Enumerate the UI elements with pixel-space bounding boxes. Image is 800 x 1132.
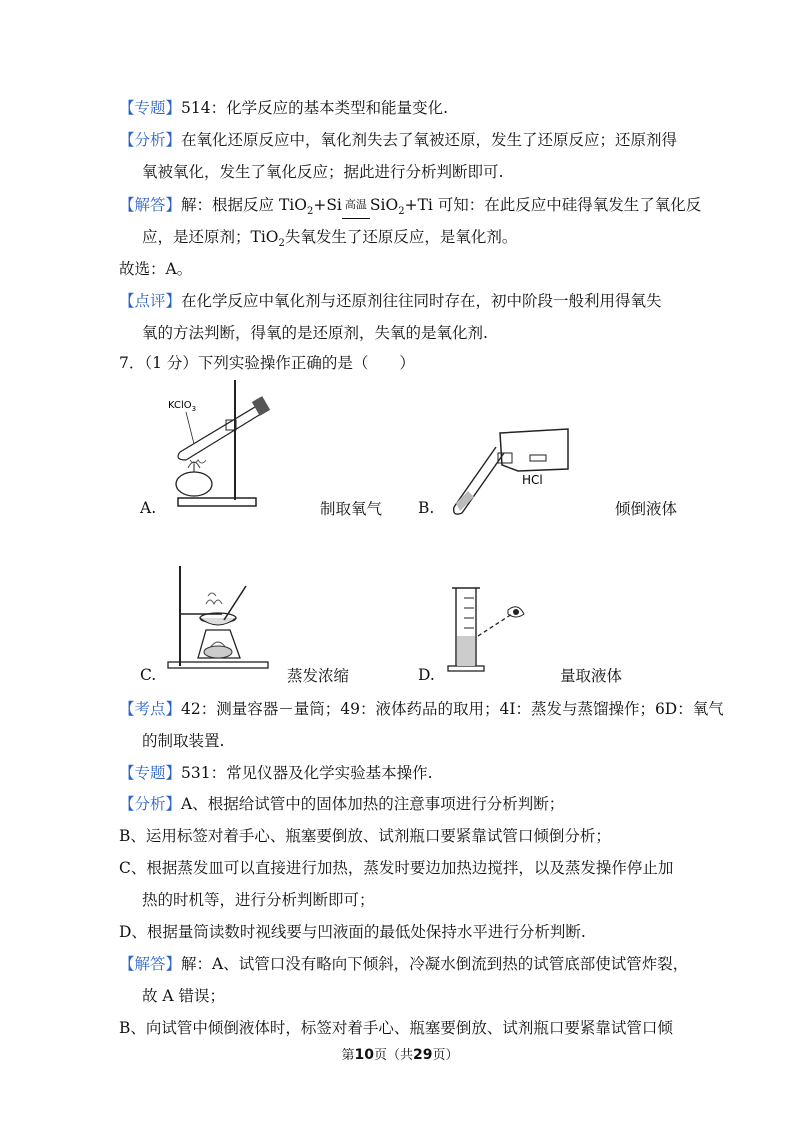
- answer2-tag: 【解答】: [119, 955, 182, 973]
- topic-line: [119, 97, 448, 119]
- knowledge-line: [119, 698, 724, 720]
- answer-line-2: [142, 226, 517, 251]
- knowledge-text: 42：测量容器－量筒；49：液体药品的取用；4I：蒸发与蒸馏操作；6D：氧气: [181, 700, 724, 718]
- option-a-label: A.: [140, 499, 157, 517]
- figure-a-heating-apparatus: [160, 372, 270, 512]
- answer-text-c: SiO: [369, 196, 399, 214]
- analysis2-line-d: D、根据量筒读数时视线要与凹液面的最低处保持水平进行分析判断.: [119, 923, 586, 941]
- kclo3-label: KClO$_3$: [168, 400, 197, 413]
- comment-text: 在化学反应中氧化剂与还原剂往往同时存在，初中阶段一般利用得氧失: [181, 292, 662, 310]
- figure-d-graduated-cylinder: [440, 584, 540, 674]
- footer-prefix: 第: [341, 1048, 355, 1063]
- option-b-label: B.: [418, 499, 435, 517]
- analysis2-text: A、根据给试管中的固体加热的注意事项进行分析判断；: [181, 795, 565, 813]
- analysis-line-2: 氧被氧化，发生了氧化反应；据此进行分析判断即可.: [142, 163, 504, 181]
- analysis2-line: [119, 793, 564, 815]
- reaction-condition: 高温: [342, 194, 370, 216]
- analysis2-line-b: B、运用标签对着手心、瓶塞要倒放、试剂瓶口要紧靠试管口倾倒分析；: [119, 827, 611, 845]
- analysis-tag: 【分析】: [119, 131, 182, 149]
- option-b-caption: 倾倒液体: [615, 500, 678, 518]
- answer-text-f: 失氧发生了还原反应，是氧化剂。: [284, 228, 518, 246]
- comment-tag: 【点评】: [119, 292, 182, 310]
- footer-mid: 页（共: [373, 1048, 413, 1063]
- answer-text-d: +Ti 可知：在此反应中硅得氧发生了氧化反: [404, 196, 702, 214]
- knowledge-tag: 【考点】: [119, 700, 182, 718]
- topic-tag: 【专题】: [119, 99, 182, 117]
- page-footer: [0, 1044, 800, 1063]
- knowledge-line-2: 的制取装置.: [142, 732, 225, 750]
- answer-line: [119, 194, 701, 219]
- answer2-line: [119, 953, 688, 975]
- option-d-caption: 量取液体: [560, 667, 623, 685]
- comment-line: [119, 290, 662, 312]
- analysis-text: 在氧化还原反应中，氧化剂失去了氧被还原，发生了还原反应；还原剂得: [181, 131, 678, 149]
- answer2-line-b: B、向试管中倾倒液体时，标签对着手心、瓶塞要倒放、试剂瓶口要紧靠试管口倾: [119, 1019, 673, 1037]
- answer2-line-2: 故 A 错误；: [142, 987, 226, 1005]
- analysis2-tag: 【分析】: [119, 795, 182, 813]
- hcl-label: HCl: [522, 473, 543, 487]
- analysis2-line-c2: 热的时机等，进行分析判断即可；: [142, 891, 375, 909]
- page-number: 10: [354, 1047, 374, 1063]
- option-a-caption: 制取氧气: [320, 500, 383, 518]
- topic-text-2: 531：常见仪器及化学实验基本操作.: [181, 764, 433, 782]
- answer-text-e: 应，是还原剂；TiO: [142, 228, 279, 246]
- subscript: 2: [278, 238, 285, 249]
- question-7: 7．（1 分）下列实验操作正确的是（ ）: [119, 354, 415, 372]
- option-d-label: D.: [418, 666, 435, 684]
- figure-b-pouring-liquid: [440, 425, 580, 525]
- topic-line-2: [119, 762, 433, 784]
- comment-line-2: 氧的方法判断，得氧的是还原剂，失氧的是氧化剂.: [142, 324, 488, 342]
- answer-tag: 【解答】: [119, 196, 182, 214]
- choice-line: 故选：A。: [119, 260, 193, 278]
- answer-text-a: 解：根据反应 TiO: [181, 196, 307, 214]
- option-c-caption: 蒸发浓缩: [287, 667, 350, 685]
- analysis2-line-c: C、根据蒸发皿可以直接进行加热，蒸发时要边加热边搅拌，以及蒸发操作停止加: [119, 859, 674, 877]
- footer-suffix: 页）: [432, 1048, 459, 1063]
- answer2-text: 解：A、试管口没有略向下倾斜，冷凝水倒流到热的试管底部使试管炸裂，: [181, 955, 689, 973]
- option-c-label: C.: [140, 666, 157, 684]
- analysis-line: [119, 129, 677, 151]
- answer-text-b: +Si: [313, 196, 342, 214]
- figure-c-evaporation: [160, 562, 270, 672]
- topic-text: 514：化学反应的基本类型和能量变化.: [181, 99, 449, 117]
- subscript: 2: [398, 206, 405, 217]
- total-pages: 29: [413, 1047, 433, 1063]
- subscript: 2: [306, 206, 314, 217]
- topic-tag-2: 【专题】: [119, 764, 182, 782]
